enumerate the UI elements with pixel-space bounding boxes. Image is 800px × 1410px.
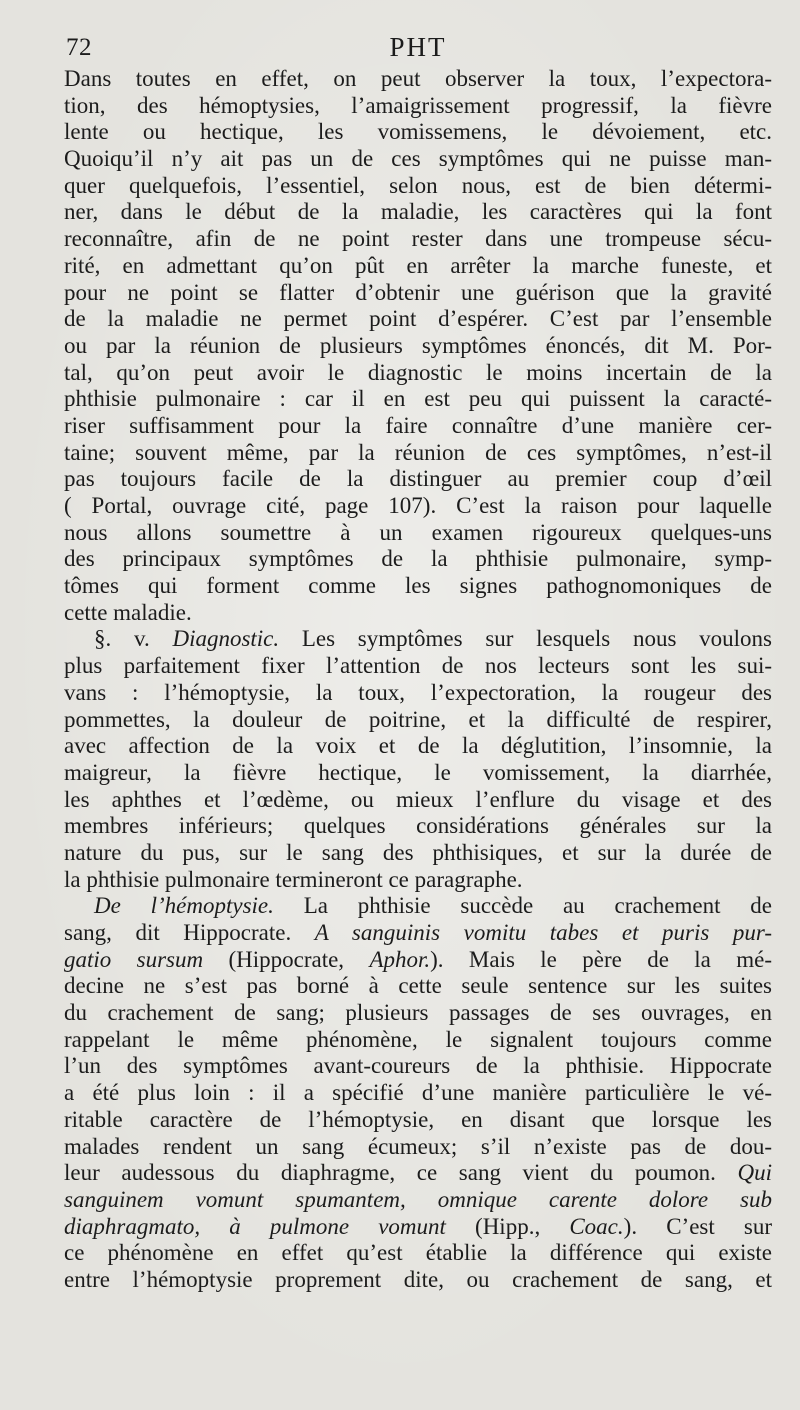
text-run: §. v. xyxy=(94,626,173,652)
text-line xyxy=(64,626,772,653)
text-line xyxy=(64,386,772,413)
text-line xyxy=(64,520,772,547)
text-run: (Hippocrate, xyxy=(203,946,370,972)
text-run: lente ou hectique, les vomissemens, le dévoiement, etc. xyxy=(64,119,772,145)
text-line xyxy=(64,1107,772,1134)
text-line xyxy=(64,1160,772,1187)
text-run: rité, en admettant qu’on pût en arrêter la marche funeste, et xyxy=(64,252,772,278)
text-line xyxy=(64,413,772,440)
text-line xyxy=(64,440,772,467)
text-line xyxy=(64,707,772,734)
text-run: leur audessous du diaphragme, ce sang vient du poumon. xyxy=(64,1160,738,1186)
text-run: maigreur, la fièvre hectique, le vomissement, la diarrhée, xyxy=(64,759,772,785)
text-run: vans : l’hémoptysie, la toux, l’expectoration, la rougeur des xyxy=(64,679,772,705)
text-line xyxy=(64,146,772,173)
text-run: nous allons soumettre à un examen rigoureux quelques-uns xyxy=(64,519,772,545)
text-line xyxy=(64,253,772,280)
text-line xyxy=(64,493,772,520)
text-run: ritable caractère de l’hémoptysie, en disant que lorsque les xyxy=(64,1106,772,1132)
text-run: ner, dans le début de la maladie, les caractères qui la font xyxy=(64,199,772,225)
text-run: du crachement de sang; plusieurs passages de ses ouvrages, en xyxy=(64,1000,772,1026)
text-run: des principaux symptômes de la phthisie pulmonaire, symp- xyxy=(64,546,772,572)
text-line xyxy=(64,119,772,146)
text-line xyxy=(64,600,772,627)
text-line xyxy=(64,1187,772,1214)
body-text xyxy=(64,66,772,1294)
text-line xyxy=(64,546,772,573)
text-line xyxy=(64,653,772,680)
text-line xyxy=(64,1267,772,1294)
italic-text: gatio sursum xyxy=(64,946,204,972)
text-run: avec affection de la voix et de la déglutition, l’insomnie, la xyxy=(64,733,772,759)
text-line xyxy=(64,680,772,707)
text-run: ( Portal, ouvrage cité, page 107). C’est la raison pour laquelle xyxy=(64,493,772,518)
text-run: reconnaître, afin de ne point rester dans une trompeuse sécu- xyxy=(64,226,772,252)
page-header xyxy=(66,32,770,66)
text-run: decine ne s’est pas borné à cette seule sentence sur les suites xyxy=(64,973,772,999)
text-run: ou par la réunion de plusieurs symptômes énoncés, dit M. Por- xyxy=(64,332,772,358)
text-run: tômes qui forment comme les signes pathognomoniques de xyxy=(64,573,772,599)
text-run: phthisie pulmonaire : car il en est peu qui puissent la caracté- xyxy=(64,386,772,412)
page-number: 72 xyxy=(66,34,92,61)
italic-text: Qui xyxy=(737,1160,772,1186)
text-line xyxy=(64,840,772,867)
italic-text: sanguinem vomunt spumantem, omnique carente dolore sub xyxy=(64,1186,772,1212)
text-line xyxy=(64,1000,772,1027)
text-line xyxy=(64,199,772,226)
text-run: pommettes, la douleur de poitrine, et la difficulté de respirer, xyxy=(64,706,772,732)
text-line xyxy=(64,333,772,360)
text-line xyxy=(64,1080,772,1107)
text-run: sang, dit Hippocrate. xyxy=(64,920,315,945)
text-run: Dans toutes en effet, on peut observer la toux, l’expectora- xyxy=(64,66,772,91)
text-run: ce phénomène en effet qu’est établie la différence qui existe xyxy=(64,1240,772,1266)
text-run: les aphthes et l’œdème, ou mieux l’enflure du visage et des xyxy=(64,786,772,812)
text-run: membres inférieurs; quelques considérations générales sur la xyxy=(64,813,772,839)
text-line xyxy=(64,920,772,947)
text-run: pour ne point se flatter d’obtenir une guérison que la gravité xyxy=(64,279,772,305)
text-run: tion, des hémoptysies, l’amaigrissement progressif, la fièvre xyxy=(64,92,772,118)
text-line xyxy=(64,1027,772,1054)
text-line xyxy=(64,93,772,120)
text-run: riser suffisamment pour la faire connaître d’une manière cer- xyxy=(64,412,772,438)
text-line xyxy=(64,947,772,974)
italic-text: Diagnostic. xyxy=(172,626,280,652)
italic-text: A sanguinis vomitu tabes et puris pur- xyxy=(314,920,772,945)
text-line xyxy=(64,466,772,493)
text-line xyxy=(64,733,772,760)
text-line xyxy=(64,973,772,1000)
italic-text: De l’hémoptysie. xyxy=(94,893,274,919)
text-run: malades rendent un sang écumeux; s’il n’existe pas de dou- xyxy=(64,1133,772,1159)
text-line xyxy=(64,573,772,600)
text-run: quer quelquefois, l’essentiel, selon nous, est de bien détermi- xyxy=(64,172,772,198)
text-run: taine; souvent même, par la réunion de ces symptômes, n’est-il xyxy=(64,439,772,465)
text-run: tal, qu’on peut avoir le diagnostic le moins incertain de la xyxy=(64,359,772,385)
text-run: (Hipp., xyxy=(445,1213,570,1239)
text-run: La phthisie succède au crachement de xyxy=(273,893,772,919)
text-line xyxy=(64,1214,772,1241)
text-line xyxy=(64,66,772,93)
text-run: la phthisie pulmonaire termineront ce paragraphe. xyxy=(64,866,523,892)
text-line xyxy=(64,173,772,200)
text-line xyxy=(64,306,772,333)
text-run: plus parfaitement fixer l’attention de nos lecteurs sont les sui- xyxy=(64,653,772,679)
text-run: entre l’hémoptysie proprement dite, ou crachement de sang, et xyxy=(64,1266,772,1292)
text-run: de la maladie ne permet point d’espérer. C’est par l’ensemble xyxy=(64,306,772,332)
text-run: rappelant le même phénomène, le signalent toujours comme xyxy=(64,1026,772,1052)
text-run: Les symptômes sur lesquels nous voulons xyxy=(279,626,772,652)
text-run: cette maladie. xyxy=(64,599,192,625)
text-line xyxy=(64,1134,772,1161)
text-run: Quoiqu’il n’y ait pas un de ces symptômes qui ne puisse man- xyxy=(64,146,772,172)
text-run: pas toujours facile de la distinguer au premier coup d’œil xyxy=(64,466,772,492)
text-run: a été plus loin : il a spécifié d’une manière particulière le vé- xyxy=(64,1080,772,1106)
text-line xyxy=(64,867,772,894)
text-line xyxy=(64,280,772,307)
text-run: nature du pus, sur le sang des phthisiques, et sur la durée de xyxy=(64,839,772,865)
text-line xyxy=(64,226,772,253)
text-run: l’un des symptômes avant-coureurs de la phthisie. Hippocrate xyxy=(64,1053,772,1079)
running-head: PHT xyxy=(389,32,447,62)
italic-text: Coac. xyxy=(569,1213,624,1239)
italic-text: diaphragmato, à pulmone vomunt xyxy=(64,1213,446,1239)
text-run: ). C’est sur xyxy=(623,1213,772,1239)
text-line xyxy=(64,360,772,387)
text-line xyxy=(64,1240,772,1267)
text-line xyxy=(64,1053,772,1080)
text-line xyxy=(64,760,772,787)
italic-text: Aphor. xyxy=(369,946,431,972)
text-line xyxy=(64,893,772,920)
text-line xyxy=(64,813,772,840)
text-line xyxy=(64,787,772,814)
text-run: ). Mais le père de la mé- xyxy=(430,946,772,972)
